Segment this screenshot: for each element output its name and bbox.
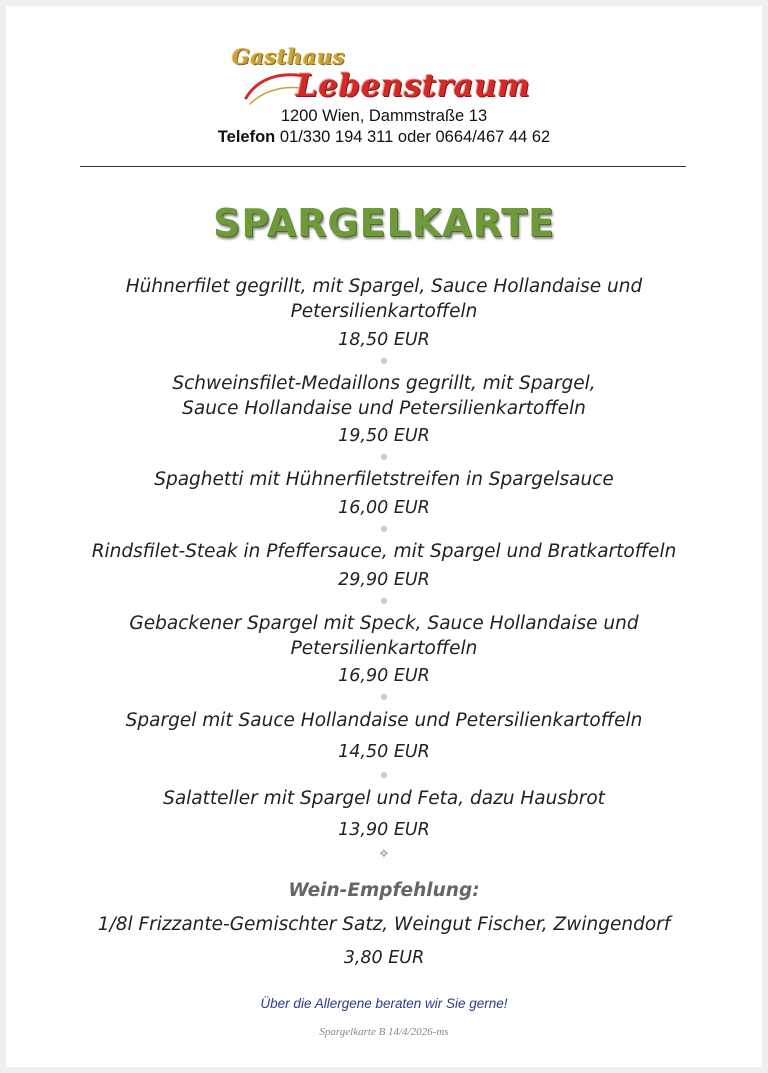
separator-dot [381,358,387,364]
menu-item-1-line-2: Petersilienkartoffeln [290,301,478,322]
header-divider [80,166,686,167]
wine-recommendation-title: Wein-Empfehlung: [288,880,480,901]
menu-item-5-price: 16,90 EUR [338,666,430,686]
menu-item-7-line-1: Salatteller mit Spargel und Feta, dazu Hausbrot [163,788,605,809]
separator-dot [381,454,387,460]
restaurant-logo [0,38,768,108]
phone-numbers: 01/330 194 311 oder 0664/467 44 62 [279,128,551,146]
wine-price: 3,80 EUR [343,948,425,968]
phone-label: Telefon [217,128,276,146]
menu-item-3-line-1: Spaghetti mit Hühnerfiletstreifen in Spargelsauce [154,469,614,490]
menu-item-2-line-1: Schweinsfilet-Medaillons gegrillt, mit Spargel, [172,373,596,394]
menu-item-2-line-2: Sauce Hollandaise und Petersilienkartoffeln [182,398,586,419]
menu-item-4-line-1: Rindsfilet-Steak in Pfeffersauce, mit Spargel und Bratkartoffeln [91,541,677,562]
menu-item-6-price: 14,50 EUR [338,742,430,762]
address: 1200 Wien, Dammstraße 13 [280,107,488,125]
allergen-note: Über die Allergene beraten wir Sie gerne! [260,996,508,1011]
separator-dot [381,772,387,778]
phone-line [0,128,768,147]
logo-text-gasthaus: Gasthaus [232,44,346,69]
menu-item-1-line-1: Hühnerfilet gegrillt, mit Spargel, Sauce Hollandaise und [125,276,643,297]
separator-dot [381,526,387,532]
menu-item-1-price: 18,50 EUR [338,330,430,350]
menu-item-6-line-1: Spargel mit Sauce Hollandaise und Petersilienkartoffeln [125,710,643,731]
page-title: SPARGELKARTE [212,201,556,245]
menu-item-5-line-1: Gebackener Spargel mit Speck, Sauce Hollandaise und [129,613,639,634]
menu-item-7-price: 13,90 EUR [338,820,430,840]
menu-item-3-price: 16,00 EUR [338,498,430,518]
separator-dot [381,694,387,700]
menu-item-2-price: 19,50 EUR [338,426,430,446]
menu-item-4-price: 29,90 EUR [338,570,430,590]
separator-dot [381,598,387,604]
wine-description: 1/8l Frizzante-Gemischter Satz, Weingut Fischer, Zwingendorf [97,914,671,935]
menu-item-5-line-2: Petersilienkartoffeln [290,638,478,659]
logo-text-lebenstraum: Lebenstraum [296,68,531,104]
footer-version: Spargelkarte B 14/4/2026-ms [319,1026,449,1038]
sparkle-icon: ✧ [378,846,390,861]
